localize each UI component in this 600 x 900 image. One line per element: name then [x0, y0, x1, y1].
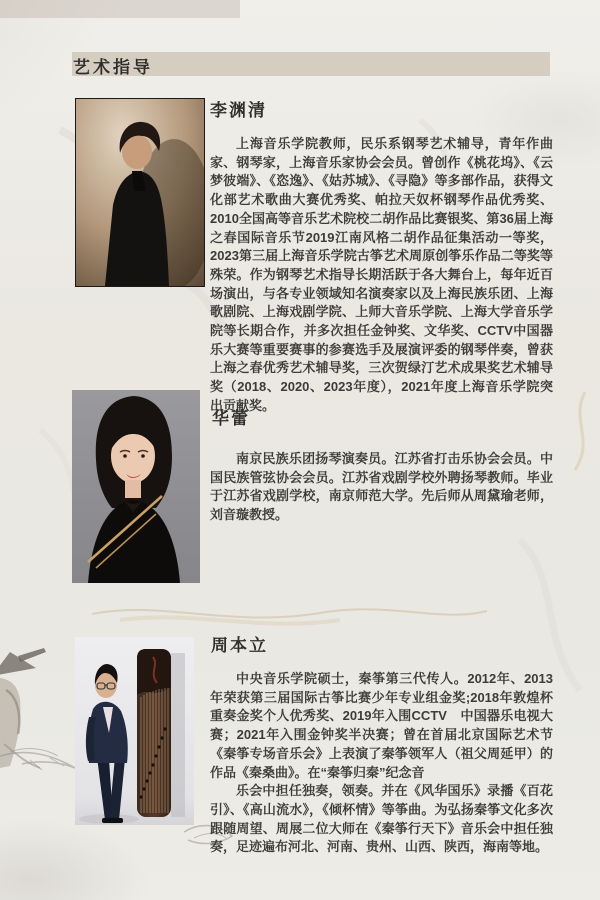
bio-paragraph: 南京民族乐团扬琴演奏员。江苏省打击乐协会会员。中国民族管弦协会会员。江苏省戏剧学校外聘扬琴教师。毕业于江苏省戏剧学校，南京师范大学。先后师从周黛瑜老师，刘音璇教授。	[210, 451, 553, 523]
artist-name-li-yuanqing: 李渊清	[210, 101, 267, 120]
zhou-benli-portrait-photo	[75, 637, 194, 825]
artist-bio-li-yuanqing	[210, 135, 553, 416]
artist-name-hua-lei: 华蕾	[212, 409, 250, 428]
bio-paragraph: 乐会中担任独奏，领奏。并在《风华国乐》录播《百花引》、《高山流水》，《倾杯情》等筝曲。为弘扬秦筝文化多次跟随周望、周展二位大师在《秦筝行天下》音乐会中担任独奏，足迹遍布河北、河南、贵州、山西、陕西，海南等地。	[210, 783, 553, 855]
li-yuanqing-portrait-photo	[75, 98, 205, 287]
page-title: 艺术指导	[73, 58, 153, 77]
bio-paragraph: 中央音乐学院硕士，秦筝第三代传人。2012年、2013年荣获第三届国际古筝比赛少年专业组金奖;2018年敦煌杯重奏金奖个人优秀奖、2019年入围CCTV 中国器乐电视大赛；2021年入围金钟奖半决赛；曾在首届北京国际艺术节《秦筝专场音乐会》上表演了秦筝领军人（祖父周延甲）的作品《秦桑曲》。在“秦筝归秦”纪念音	[210, 671, 553, 780]
hua-lei-portrait-photo	[72, 390, 200, 583]
section-title-band	[72, 52, 550, 76]
artist-bio-hua-lei	[210, 450, 553, 525]
artist-name-zhou-benli: 周本立	[211, 636, 268, 655]
bio-paragraph: 上海音乐学院教师，民乐系钢琴艺术辅导，青年作曲家、钢琴家，上海音乐家协会会员。曾创作《桃花坞》、《云梦彼端》、《恣逸》、《姑苏城》、《寻隐》等多部作品，获得文化部艺术歌曲大赛优秀奖、帕拉天奴杯钢琴作品优秀奖、2010全国高等音乐艺术院校二胡作品比赛银奖、第36届上海之春国际音乐节2019江南风格二胡作品征集活动一等奖，2023第三届上海音乐学院古筝艺术周原创筝乐作品二等奖等殊荣。作为钢琴艺术指导长期活跃于各大舞台上，每年近百场演出，与各专业领域知名演奏家以及上海民族乐团、上海歌剧院、上海戏剧学院、上师大音乐学院、上海大学音乐学院等长期合作，并多次担任金钟奖、文华奖、CCTV中国器乐大赛等重要赛事的参赛选手及展演评委的钢琴伴奏，曾获上海之春优秀艺术辅导奖，三次贺绿汀艺术成果奖艺术辅导奖（2018、2020、2023年度），2021年度上海音乐学院突出贡献奖。	[210, 136, 553, 413]
artist-bio-zhou-benli	[210, 670, 553, 857]
